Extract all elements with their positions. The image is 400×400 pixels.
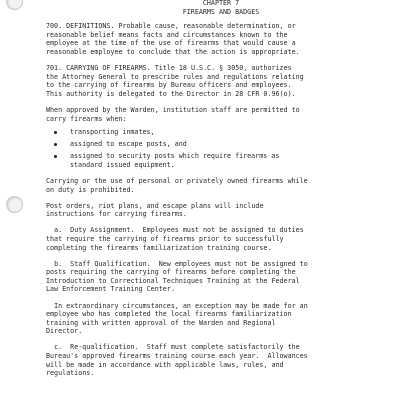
extraordinary-circumstances-paragraph: In extraordinary circumstances, an exception may be made for an employee who has completed the local firearms familiarization training with written approval of the Warden and Regional Director.	[46, 301, 308, 336]
list-item: assigned to security posts which require firearms as standard issued equipment.	[46, 152, 396, 169]
binder-hole-middle	[6, 196, 23, 213]
staff-qualification-paragraph: b. Staff Qualification. New employees must not be assigned to posts requiring the carrying of firearms before completing the Introduction to Correctional Techniques Training at the Federal Law Enforcement Training Center.	[46, 259, 308, 294]
document-page	[46, 0, 396, 385]
permitted-carry-list	[46, 128, 396, 169]
chapter-title: FIREARMS AND BADGES	[182, 7, 260, 16]
chapter-heading: CHAPTER 7	[202, 0, 240, 7]
requalification-paragraph: c. Re-qualification. Staff must complete satisfactorily the Bureau's approved firearms training course each year. Allowances will be made in accordance with applicable laws, rules, and regulations.	[46, 343, 308, 378]
section-701-carrying-of-firearms: 701. CARRYING OF FIREARMS. Title 18 U.S.C. § 3050, authorizes the Attorney General to prescribe rules and regulations relating to the carrying of firearms by Bureau officers and employees. This authority is delegated to the Director in 28 CFR 0.96(o).	[46, 64, 304, 98]
bullet-icon	[54, 143, 57, 146]
section-700-definitions: 700. DEFINITIONS. Probable cause, reasonable determination, or reasonable belief means facts and circumstances known to the employee at the time of the use of firearms that would cause a reasonable employee to conclude that the action is appropriate.	[46, 22, 300, 56]
warden-approval-intro: When approved by the Warden, institution staff are permitted to carry firearms when:	[46, 105, 300, 123]
post-orders-paragraph: Post orders, riot plans, and escape plans will include instructions for carrying firearms.	[46, 201, 264, 219]
personal-firearms-paragraph: Carrying or the use of personal or privately owned firearms while on duty is prohibited.	[46, 177, 308, 194]
list-item: transporting inmates,	[46, 128, 396, 137]
list-item: assigned to escape posts, and	[46, 140, 396, 149]
bullet-icon	[54, 131, 57, 134]
binder-hole-top	[6, 0, 23, 10]
duty-assignment-paragraph: a. Duty Assignment. Employees must not be assigned to duties that require the carrying of firearms prior to successfully completing the firearms familiarization training course.	[46, 226, 304, 252]
bullet-icon	[54, 155, 57, 158]
